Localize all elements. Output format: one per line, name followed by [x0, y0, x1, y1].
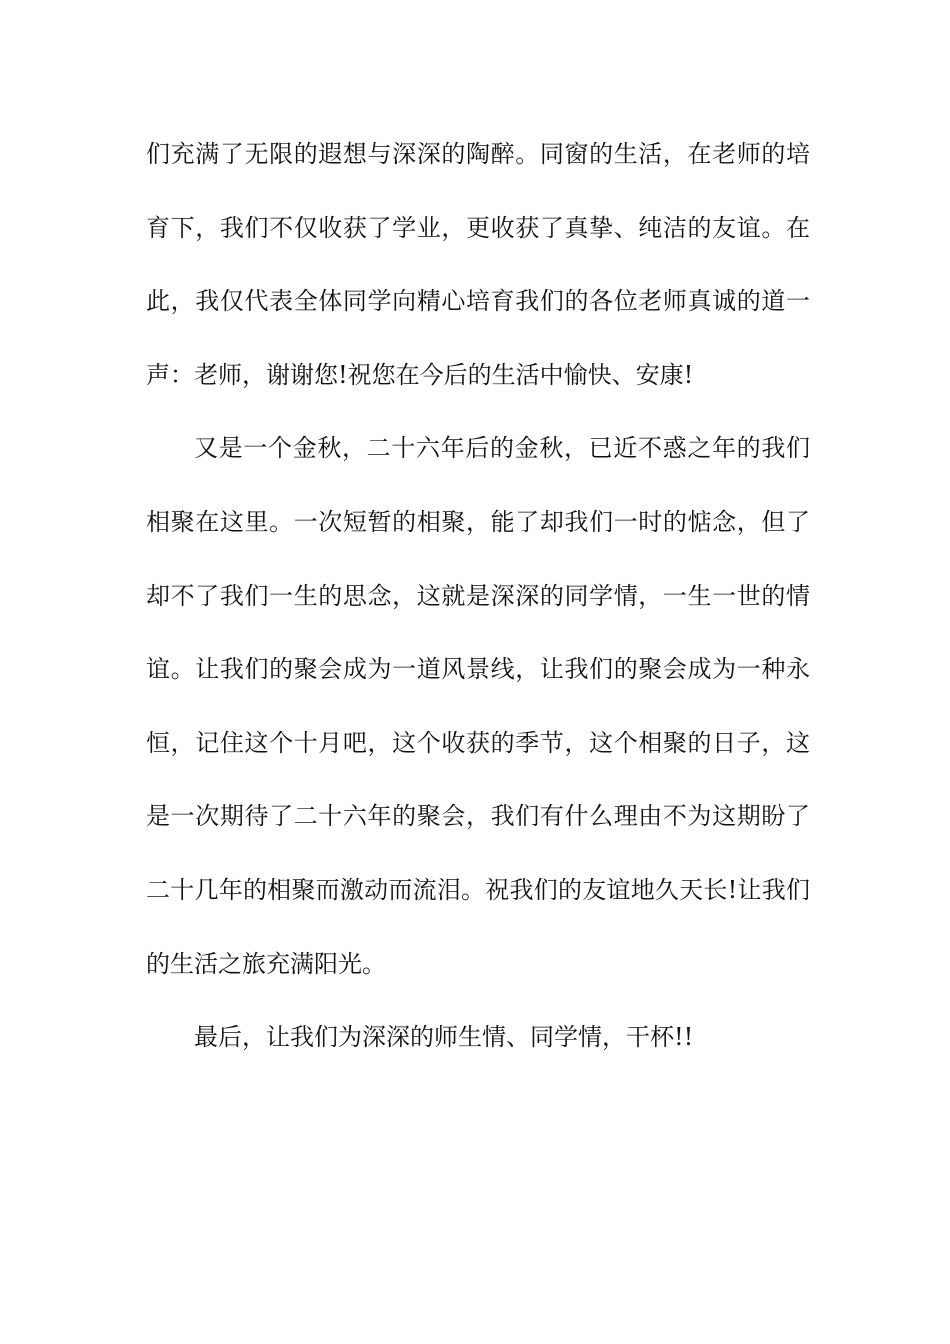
text-line: 谊。让我们的聚会成为一道风景线，让我们的聚会成为一种永: [146, 655, 810, 684]
text-line: 此，我仅代表全体同学向精心培育我们的各位老师真诚的道一: [146, 287, 810, 316]
text-line: 最后，让我们为深深的师生情、同学情，干杯!!: [194, 1023, 694, 1052]
text-line: 育下，我们不仅收获了学业，更收获了真挚、纯洁的友谊。在: [146, 213, 810, 242]
text-line: 二十几年的相聚而激动而流泪。祝我们的友谊地久天长!让我们: [146, 875, 810, 904]
text-line: 是一次期待了二十六年的聚会，我们有什么理由不为这期盼了: [146, 802, 810, 831]
text-line: 又是一个金秋，二十六年后的金秋，已近不惑之年的我们: [194, 434, 810, 463]
document-body: [146, 130, 810, 1087]
text-line: 却不了我们一生的思念，这就是深深的同学情，一生一世的情: [146, 581, 810, 610]
text-line: 的生活之旅充满阳光。: [146, 949, 386, 978]
text-line: 恒，记住这个十月吧，这个收获的季节，这个相聚的日子，这: [146, 728, 810, 757]
text-line: 们充满了无限的遐想与深深的陶醉。同窗的生活，在老师的培: [146, 140, 810, 168]
text-line: 相聚在这里。一次短暂的相聚，能了却我们一时的惦念，但了: [146, 507, 810, 536]
text-line: 声：老师，谢谢您!祝您在今后的生活中愉快、安康!: [146, 360, 694, 389]
